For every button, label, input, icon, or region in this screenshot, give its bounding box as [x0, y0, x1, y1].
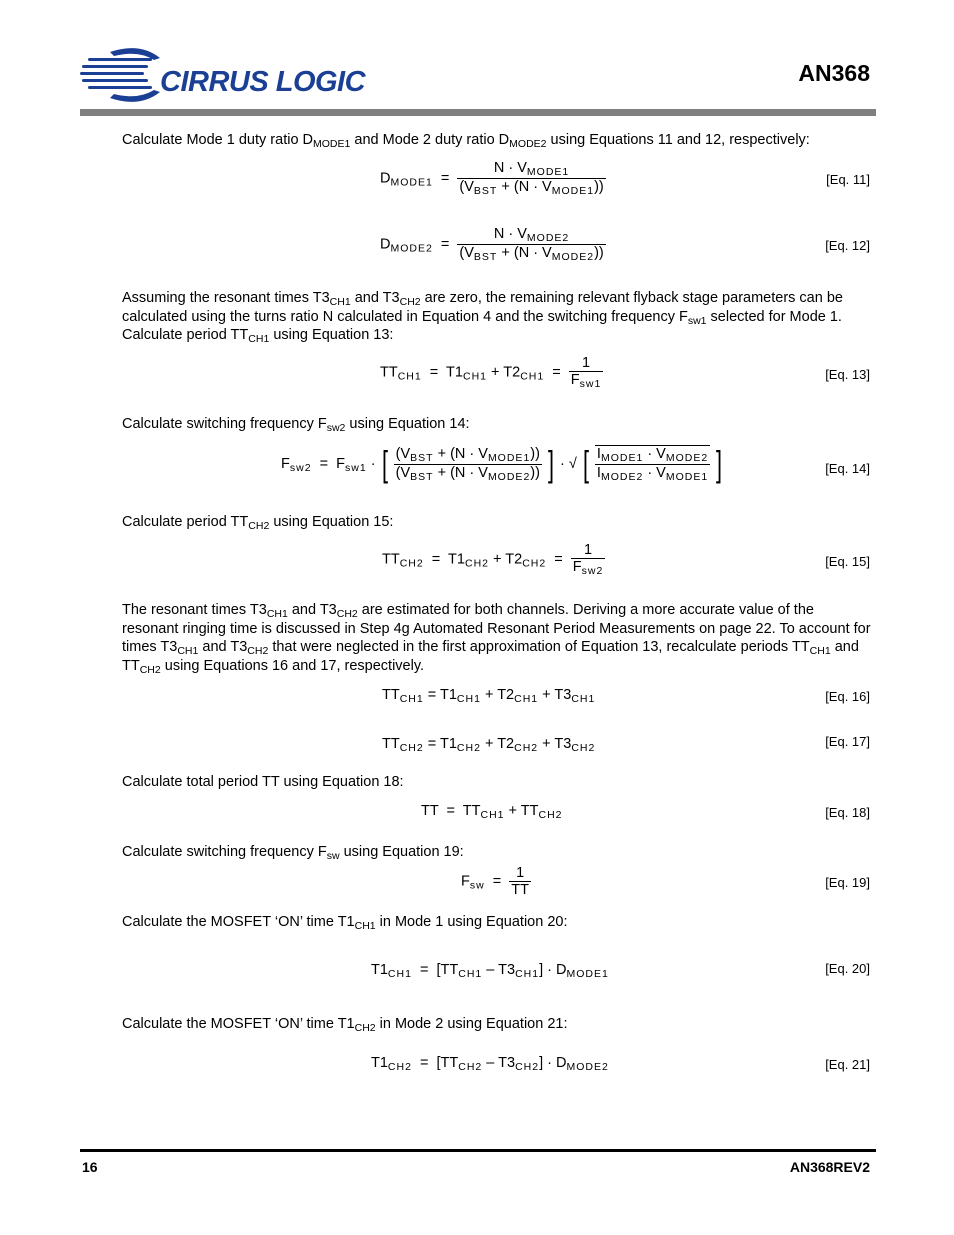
equation-17: $TT_{CH2} = T1_{CH2} + T2_{CH2} + T3_{CH2}$	[382, 736, 596, 754]
eq-label-13: [Eq. 13]	[825, 367, 870, 382]
paragraph-6: Calculate total period TT using Equation 18:	[122, 774, 404, 790]
equation-15: $TT_{CH2} = T1_{CH2} + T2_{CH2}$ = $\frac{1}{F_{sw2}}$	[382, 542, 604, 577]
paragraph-8: Calculate the MOSFET ‘ON’ time $T1_{CH1}$ in Mode 1 using Equation 20:	[122, 914, 568, 932]
document-revision: AN368REV2	[789, 1159, 870, 1175]
logo-text: CIRRUS LOGIC	[160, 66, 366, 98]
eq-label-14: [Eq. 14]	[825, 461, 870, 476]
paragraph-4: Calculate period $TT_{CH2}$ using Equation 15:	[122, 514, 394, 532]
eq-label-20: [Eq. 20]	[825, 961, 870, 976]
paragraph-2: Assuming the resonant times $T3_{CH1}$ and $T3_{CH2}$ are zero, the remaining relevant flyback stage parameters can be calculated using the turns ratio N calculated in Equation 4 and the switching frequency $F_{sw1}$ selected for Mode 1. Calculate period $TT_{CH1}$ using Equation 13:	[122, 290, 843, 345]
paragraph-5: The resonant times $T3_{CH1}$ and $T3_{CH2}$ are estimated for both channels. Deriving a more accurate value of the resonant ringing time is discussed in Step 4g Automated Resonant Period Measurements on page 22. To account for times $T3_{CH1}$ and $T3_{CH2}$ that were neglected in the first approximation of Equation 13, recalculate periods $TT_{CH1}$ and $TT_{CH2}$ using Equations 16 and 17, respectively.	[122, 602, 871, 676]
equation-14: $F_{sw2} = F_{sw1}$ · [ $\frac{(V_{BST} + (N \cdot V_{MODE1}))}{(V_{BST} + (N \cdot V_{MODE2}))}$ ] · √ [ $\frac{I_{MODE1} \cdot V_{MODE2}}{I_{MODE2} \cdot V_{MODE1}}$ ]	[281, 443, 723, 484]
page-number: 16	[82, 1159, 98, 1175]
equation-11: $D_{MODE1}$ = $\frac{N \cdot V_{MODE1}}{(V_{BST} + (N \cdot V_{MODE1}))}$	[380, 160, 604, 197]
paragraph-3: Calculate switching frequency $F_{sw2}$ using Equation 14:	[122, 416, 470, 434]
equation-12: $D_{MODE2}$ = $\frac{N \cdot V_{MODE2}}{(V_{BST} + (N \cdot V_{MODE2}))}$	[380, 226, 604, 263]
eq-label-15: [Eq. 15]	[825, 554, 870, 569]
eq-label-19: [Eq. 19]	[825, 875, 870, 890]
eq-label-21: [Eq. 21]	[825, 1057, 870, 1072]
eq-label-12: [Eq. 12]	[825, 238, 870, 253]
paragraph-7: Calculate switching frequency $F_{sw}$ using Equation 19:	[122, 844, 464, 862]
equation-21: $T1_{CH2} = [TT_{CH2} - T3_{CH2}] \cdot D_{MODE2}$	[371, 1055, 609, 1073]
document-id: AN368	[798, 60, 870, 86]
equation-13: $TT_{CH1} = T1_{CH1} + T2_{CH1}$ = $\frac{1}{F_{sw1}}$	[380, 355, 602, 390]
eq-label-11: [Eq. 11]	[826, 172, 870, 187]
eq-label-18: [Eq. 18]	[825, 805, 870, 820]
footer-rule	[80, 1149, 876, 1152]
eq-label-16: [Eq. 16]	[825, 689, 870, 704]
equation-19: $F_{sw}$ = $\frac{1}{TT}$	[461, 865, 530, 898]
equation-16: $TT_{CH1} = T1_{CH1} + T2_{CH1} + T3_{CH1}$	[382, 687, 596, 705]
eq-label-17: [Eq. 17]	[825, 734, 870, 749]
equation-18: TT = $TT_{CH1} + TT_{CH2}$	[421, 803, 563, 821]
paragraph-1: Calculate Mode 1 duty ratio $D_{MODE1}$ and Mode 2 duty ratio $D_{MODE2}$ using Equations 11 and 12, respectively:	[122, 132, 810, 150]
header-rule	[80, 109, 876, 116]
paragraph-9: Calculate the MOSFET ‘ON’ time $T1_{CH2}$ in Mode 2 using Equation 21:	[122, 1016, 568, 1034]
equation-20: $T1_{CH1} = [TT_{CH1} - T3_{CH1}] \cdot D_{MODE1}$	[371, 962, 609, 980]
